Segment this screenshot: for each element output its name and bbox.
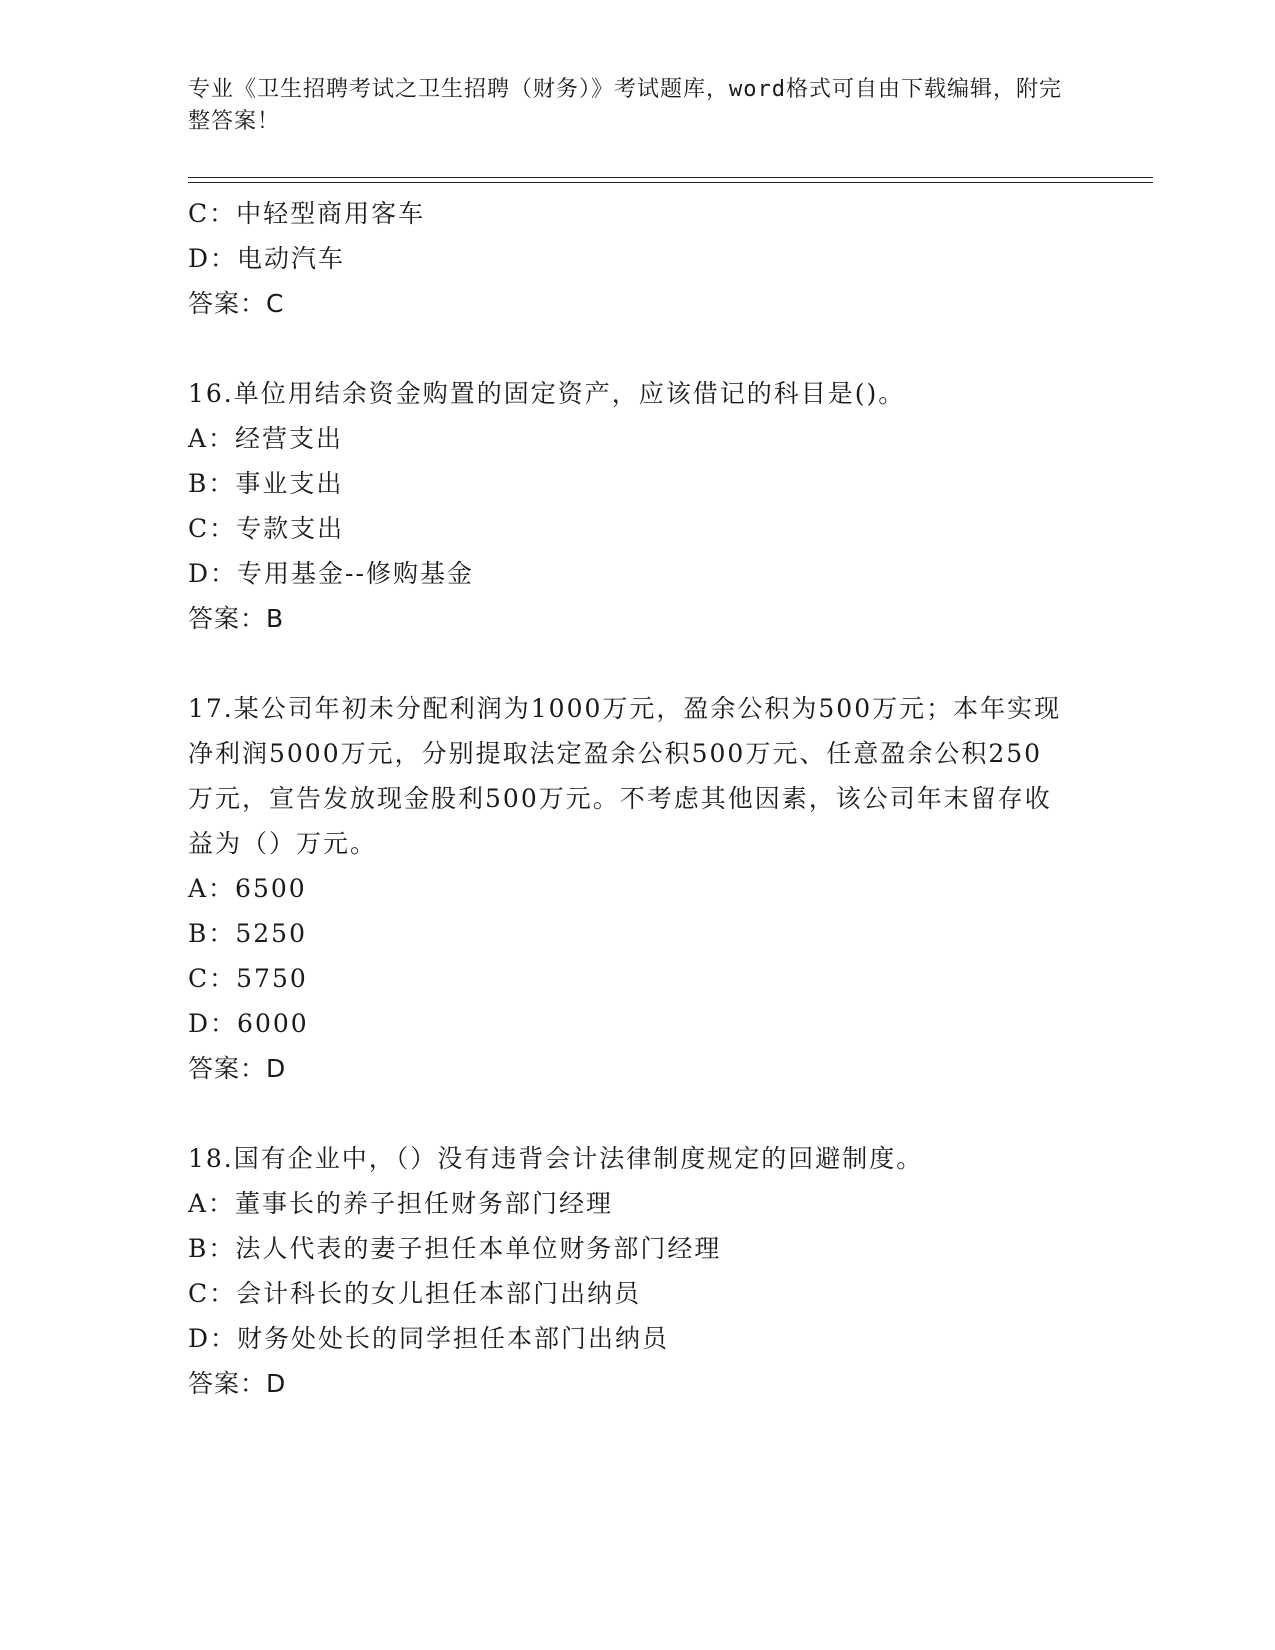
option-a: A：董事长的养子担任财务部门经理 <box>188 1189 614 1218</box>
option-a: A：6500 <box>188 874 307 903</box>
option-b: B：事业支出 <box>188 469 344 498</box>
option-b: B：法人代表的妻子担任本单位财务部门经理 <box>188 1234 722 1263</box>
question-15-tail <box>188 191 1088 326</box>
answer-line: 答案：D <box>188 1054 287 1083</box>
answer-line: 答案：D <box>188 1369 287 1398</box>
answer-line: 答案：C <box>188 289 285 318</box>
header-divider-top <box>188 177 1153 178</box>
option-c: C：中轻型商用客车 <box>188 199 426 228</box>
option-c: C：专款支出 <box>188 514 345 543</box>
question-list <box>188 191 1088 1406</box>
option-d: D：专用基金--修购基金 <box>188 559 474 588</box>
option-d: D：电动汽车 <box>188 244 346 273</box>
spacer <box>188 641 1088 686</box>
option-d: D：财务处处长的同学担任本部门出纳员 <box>188 1324 670 1353</box>
header-divider-bottom <box>188 182 1153 183</box>
question-16 <box>188 371 1088 641</box>
spacer <box>188 1091 1088 1136</box>
option-c: C：5750 <box>188 964 308 993</box>
question-stem: 16.单位用结余资金购置的固定资产，应该借记的科目是()。 <box>188 379 906 408</box>
option-c: C：会计科长的女儿担任本部门出纳员 <box>188 1279 642 1308</box>
question-stem: 17.某公司年初未分配利润为1000万元，盈余公积为500万元；本年实现净利润5000万元，分别提取法定盈余公积500万元、任意盈余公积250万元，宣告发放现金股利500万元。不考虑其他因素，该公司年末留存收益为（）万元。 <box>188 694 1062 858</box>
answer-line: 答案：B <box>188 604 285 633</box>
document-header: 专业《卫生招聘考试之卫生招聘（财务）》考试题库，word格式可自由下载编辑，附完整答案！ <box>188 77 1062 134</box>
question-18 <box>188 1136 1088 1406</box>
option-d: D：6000 <box>188 1009 309 1038</box>
question-stem: 18.国有企业中，（）没有违背会计法律制度规定的回避制度。 <box>188 1144 924 1173</box>
option-b: B：5250 <box>188 919 307 948</box>
spacer <box>188 326 1088 371</box>
option-a: A：经营支出 <box>188 424 344 453</box>
question-17 <box>188 686 1088 1091</box>
